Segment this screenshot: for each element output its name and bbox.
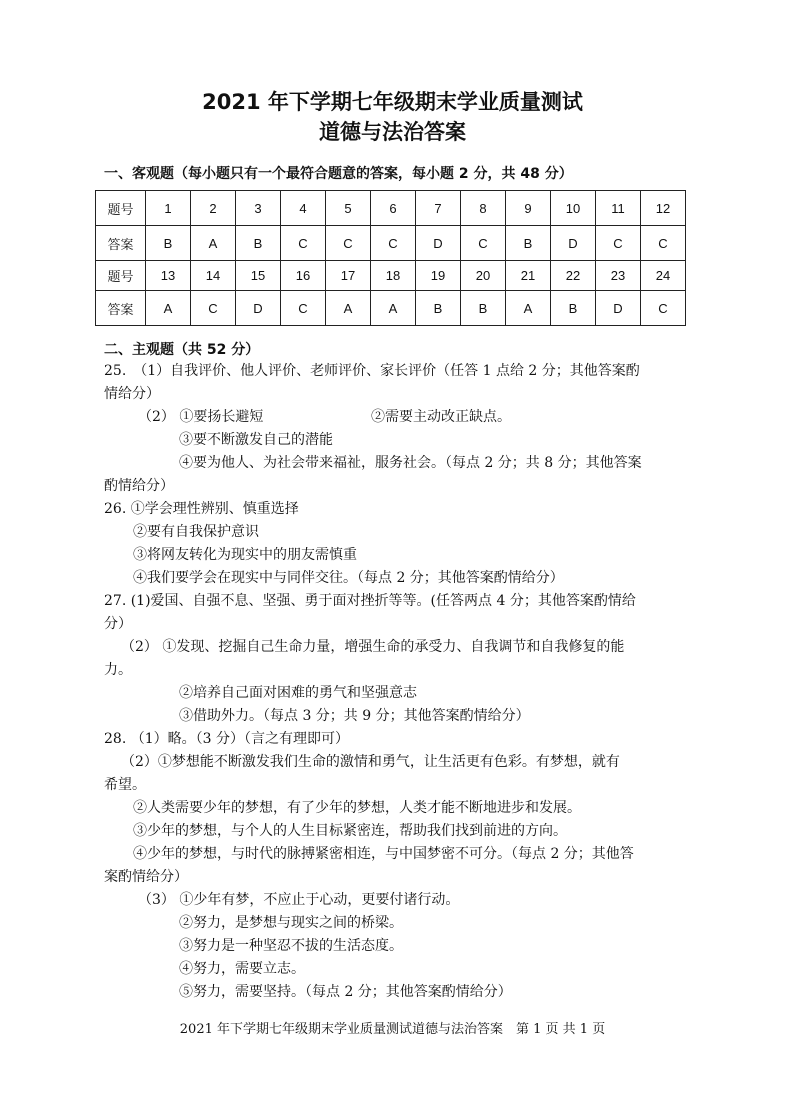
table-cell: B: [416, 291, 461, 326]
table-cell: 15: [236, 261, 281, 291]
table-cell: 6: [371, 191, 416, 226]
table-cell: A: [506, 291, 551, 326]
answer-line: ④我们要学会在现实中与同伴交往。（每点 2 分；其他答案酌情给分）: [133, 570, 564, 586]
answer-line: ③要不断激发自己的潜能: [179, 432, 333, 448]
row-label: 题号: [96, 191, 146, 226]
row-label: 答案: [96, 226, 146, 261]
answer-line: ④努力，需要立志。: [179, 961, 305, 977]
table-cell: 22: [551, 261, 596, 291]
page-footer: 2021 年下学期七年级期末学业质量测试道德与法治答案 第 1 页 共 1 页: [179, 1022, 606, 1037]
table-cell: 20: [461, 261, 506, 291]
table-cell: B: [236, 226, 281, 261]
table-cell: B: [146, 226, 191, 261]
table-cell: 13: [146, 261, 191, 291]
table-cell: 9: [506, 191, 551, 226]
table-cell: 17: [326, 261, 371, 291]
answer-line: 案酌情给分）: [104, 869, 188, 885]
table-cell: 8: [461, 191, 506, 226]
answer-line: （2） ①发现、挖掘自己生命力量，增强生命的承受力、自我调节和自我修复的能: [121, 639, 625, 655]
table-cell: A: [191, 226, 236, 261]
document-title: 2021 年下学期七年级期末学业质量测试: [202, 90, 583, 114]
answer-line: ④少年的梦想，与时代的脉搏紧密相连，与中国梦密不可分。（每点 2 分；其他答: [133, 846, 634, 862]
table-cell: 14: [191, 261, 236, 291]
table-cell: B: [461, 291, 506, 326]
table-cell: 1: [146, 191, 191, 226]
answer-line: ②努力，是梦想与现实之间的桥梁。: [179, 915, 403, 931]
table-row: [96, 261, 686, 291]
answer-line: 情给分）: [104, 386, 160, 402]
table-cell: 4: [281, 191, 326, 226]
objective-answer-table: [95, 190, 686, 326]
row-label: 题号: [96, 261, 146, 291]
answer-line: （3） ①少年有梦，不应止于心动，更要付诸行动。: [138, 892, 460, 908]
answer-line: 25. （1）自我评价、他人评价、老师评价、家长评价（任答 1 点给 2 分；其他答案酌: [104, 363, 640, 379]
answer-line: ④要为他人、为社会带来福祉，服务社会。（每点 2 分；共 8 分；其他答案: [179, 455, 642, 471]
document-subtitle: 道德与法治答案: [319, 120, 466, 144]
table-cell: C: [371, 226, 416, 261]
table-cell: C: [641, 291, 686, 326]
table-cell: C: [281, 291, 326, 326]
table-cell: C: [641, 226, 686, 261]
table-row: [96, 291, 686, 326]
answer-line: ③借助外力。（每点 3 分；共 9 分；其他答案酌情给分）: [179, 708, 530, 724]
table-cell: C: [596, 226, 641, 261]
table-cell: D: [236, 291, 281, 326]
answer-line: ③努力是一种坚忍不拔的生活态度。: [179, 938, 403, 954]
table-row: [96, 191, 686, 226]
table-cell: A: [146, 291, 191, 326]
section-objective-heading: 一、客观题（每小题只有一个最符合题意的答案，每小题 2 分，共 48 分）: [104, 166, 573, 182]
table-cell: A: [371, 291, 416, 326]
answer-line: （2） ①要扬长避短: [138, 409, 264, 425]
answer-line: ②培养自己面对困难的勇气和坚强意志: [179, 685, 417, 701]
table-cell: 12: [641, 191, 686, 226]
table-cell: 18: [371, 261, 416, 291]
answer-line: 希望。: [104, 777, 146, 793]
table-cell: 21: [506, 261, 551, 291]
answer-line: 分）: [104, 616, 132, 632]
table-cell: D: [551, 226, 596, 261]
answer-line: 力。: [104, 662, 132, 678]
table-cell: 23: [596, 261, 641, 291]
table-cell: 10: [551, 191, 596, 226]
table-cell: A: [326, 291, 371, 326]
table-cell: C: [281, 226, 326, 261]
table-cell: 2: [191, 191, 236, 226]
row-label: 答案: [96, 291, 146, 326]
table-cell: C: [191, 291, 236, 326]
answer-line: 27. (1)爱国、自强不息、坚强、勇于面对挫折等等。(任答两点 4 分；其他答案酌情给: [104, 593, 636, 609]
answer-line: ②要有自我保护意识: [133, 524, 259, 540]
table-cell: 11: [596, 191, 641, 226]
table-cell: 19: [416, 261, 461, 291]
table-cell: C: [326, 226, 371, 261]
answer-line: （2）①梦想能不断激发我们生命的激情和勇气，让生活更有色彩。有梦想，就有: [121, 754, 620, 770]
table-cell: D: [596, 291, 641, 326]
section-subjective-heading: 二、主观题（共 52 分）: [104, 342, 260, 358]
answer-line: ③将网友转化为现实中的朋友需慎重: [133, 547, 357, 563]
answer-line: ②人类需要少年的梦想，有了少年的梦想，人类才能不断地进步和发展。: [133, 800, 581, 816]
answer-line: 28. （1）略。（3 分）（言之有理即可）: [104, 731, 349, 747]
table-cell: C: [461, 226, 506, 261]
answer-line: 26. ①学会理性辨别、慎重选择: [104, 501, 299, 517]
table-cell: D: [416, 226, 461, 261]
answer-line: ②需要主动改正缺点。: [371, 409, 511, 425]
table-cell: 5: [326, 191, 371, 226]
answer-line: ③少年的梦想，与个人的人生目标紧密连，帮助我们找到前进的方向。: [133, 823, 567, 839]
table-cell: 7: [416, 191, 461, 226]
table-cell: B: [551, 291, 596, 326]
answer-line: 酌情给分）: [104, 478, 174, 494]
table-cell: 16: [281, 261, 326, 291]
table-cell: 24: [641, 261, 686, 291]
table-cell: 3: [236, 191, 281, 226]
table-row: [96, 226, 686, 261]
answer-line: ⑤努力，需要坚持。（每点 2 分；其他答案酌情给分）: [179, 984, 512, 1000]
table-cell: B: [506, 226, 551, 261]
